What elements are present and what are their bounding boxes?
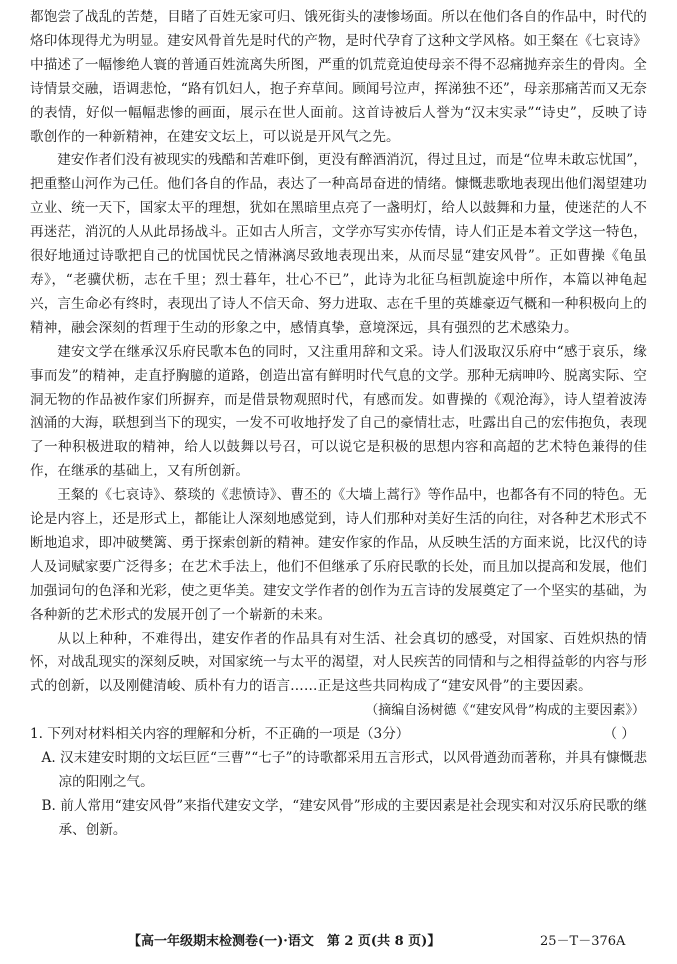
option-a: A. 汉末建安时期的文坛巨匠“三曹”“七子”的诗歌都采用五言形式，以风骨遒劲而著称，并具有慷慨悲凉的阳刚之气。 (41, 750, 647, 791)
article-paragraph-3: 建安文学在继承汉乐府民歌本色的同时，又注重用辞和文采。诗人们汲取汉乐府中“感于哀乐，缘事而发”的精神，走直抒胸臆的道路，创造出富有鲜明时代气息的文学。那种无病呻吟、脱离实际、空洞无物的作品被作家们所摒弃，而是借景物观照时代，有感而发。如曹操的《观沧海》，诗人望着波涛汹涌的大海，联想到当下的现实，一发不可收地抒发了自己的豪情壮志，吐露出自己的宏伟抱负，表现了一种积极进取的精神，给人以鼓舞以号召，可以说它是积极的思想内容和高超的艺术特色兼得的佳作，在继承的基础上，又有所创新。 (30, 343, 647, 480)
question-stem-text: 1. 下列对材料相关内容的理解和分析，不正确的一项是（3分） (30, 726, 410, 743)
option-b: B. 前人常用“建安风骨”来指代建安文学，“建安风骨”形成的主要因素是社会现实和对汉乐府民歌的继承、创新。 (41, 798, 647, 838)
answer-parentheses: （ ） (603, 726, 635, 743)
question-1-stem (30, 723, 647, 747)
article-paragraph-1: 都饱尝了战乱的苦楚，目睹了百姓无家可归、饿死街头的凄惨场面。所以在他们各自的作品中，时代的烙印体现得尤为明显。建安风骨首先是时代的产物，是时代孕育了这种文学风格。如王粲在《七哀诗》中描述了一幅惨绝人寰的普通百姓流离失所图，严重的饥荒竟迫使母亲不得不忍痛抛弃亲生的骨肉。全诗情景交融，语调悲怆，“路有饥妇人，抱子弃草间。顾闻号泣声，挥涕独不还”，母亲那痛苦而又无奈的表情，好似一幅幅悲惨的画面，展示在世人面前。这首诗被后人誉为“汉末实录”“诗史”，反映了诗歌创作的一种新精神，在建安文坛上，可以说是开风气之先。 (30, 9, 647, 145)
article-paragraph-2: 建安作者们没有被现实的残酷和苦难吓倒，更没有醉酒消沉，得过且过，而是“位卑未敢忘忧国”，把重整山河作为己任。他们各自的作品，表达了一种高昂奋进的情绪。慷慨悲歌地表现出他们渴望建功立业、统一天下，国家太平的理想，犹如在黑暗里点亮了一盏明灯，给人以鼓舞和力量，使迷茫的人不再迷茫，消沉的人从此昂扬战斗。正如古人所言，文学亦写实亦传情，诗人们正是本着文学这一特色，很好地通过诗歌把自己的忧国忧民之情淋漓尽致地表现出来，从而尽显“建安风骨”。正如曹操《龟虽寿》，“老骥伏枥，志在千里；烈士暮年，壮心不已”，此诗为北征乌桓凯旋途中所作，本篇以神龟起兴，言生命必有终时，表现出了诗人不信天命、努力进取、志在千里的英雄豪迈气概和一种积极向上的精神，融会深刻的哲理于生动的形象之中，感情真挚，意境深远，具有强烈的艺术感染力。 (30, 152, 647, 336)
article-paragraph-5: 从以上种种，不难得出，建安作者的作品具有对生活、社会真切的感受，对国家、百姓炽热的情怀，对战乱现实的深刻反映，对国家统一与太平的渴望，对人民疾苦的同情和与之相得益彰的内容与形式的创新，以及刚健清峻、质朴有力的语言……正是这些共同构成了“建安风骨”的主要因素。 (30, 630, 647, 695)
article-source: （摘编自汤树德《“建安风骨”构成的主要因素》） (365, 703, 645, 719)
page-footer (0, 931, 677, 953)
article-paragraph-4: 王粲的《七哀诗》、蔡琰的《悲愤诗》、曹丕的《大墙上蒿行》等作品中，也都各有不同的特色。无论是内容上，还是形式上，都能让人深刻地感觉到，诗人们那种对美好生活的向往，对各种艺术形式不断地追求，即冲破樊篱、勇于探索创新的精神。建安作家的作品，从反映生活的方面来说，比汉代的诗人及词赋家要广泛得多；在艺术手法上，他们不但继承了乐府民歌的长处，而且加以提高和发展，他们加强词句的色泽和光彩，使之更华美。建安文学作者的创作为五言诗的发展奠定了一个坚实的基础，为各种新的艺术形式的发展开创了一个崭新的未来。 (30, 487, 647, 623)
footer-code: 25－T－376A (540, 934, 626, 949)
footer-title: 【高一年级期末检测卷(一)·语文 第 2 页(共 8 页)】 (128, 934, 441, 949)
